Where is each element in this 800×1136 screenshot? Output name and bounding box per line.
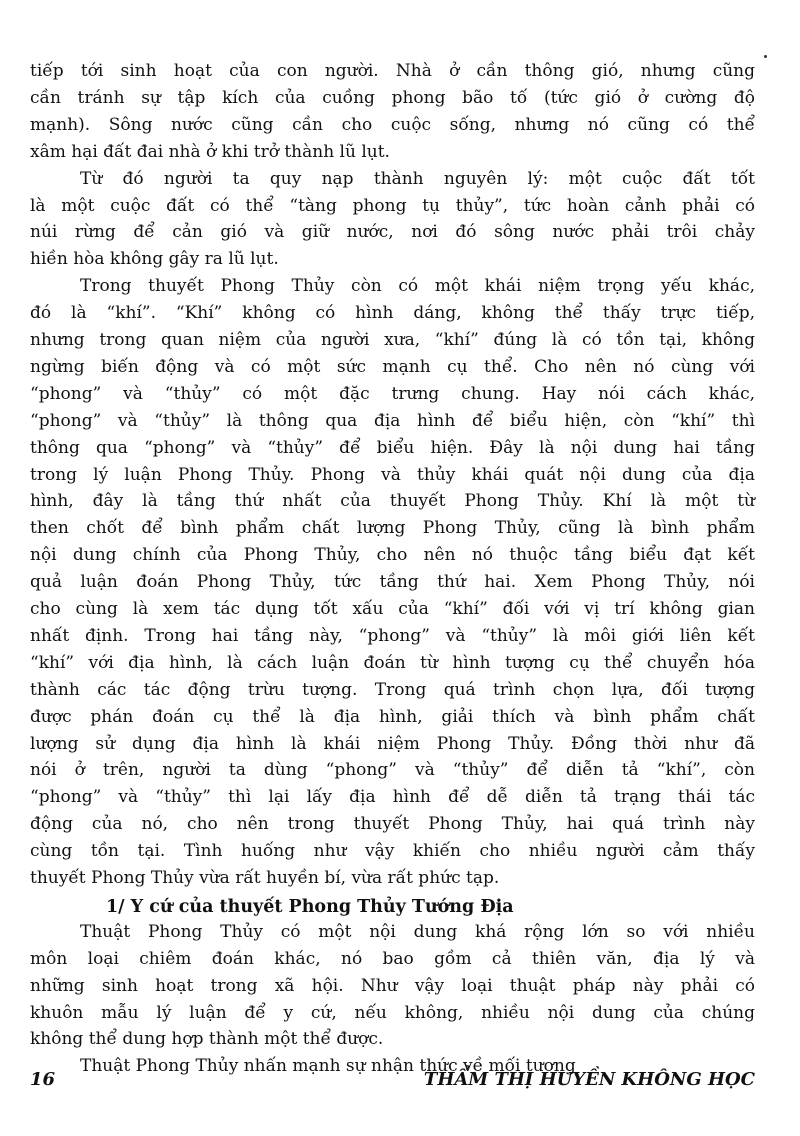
- text-line: xâm hại đất đai nhà ở khi trở thành lũ lụt.: [30, 141, 390, 162]
- text-line: động của nó, cho nên trong thuyết Phong Thủy, hai quá trình này: [30, 814, 755, 835]
- text-line: Thuật Phong Thủy có một nội dung khá rộng lớn so với nhiều: [80, 921, 755, 942]
- text-line: được phán đoán cụ thể là địa hình, giải thích và bình phẩm chất: [30, 706, 755, 727]
- text-line: “khí” với địa hình, là cách luận đoán từ hình tượng cụ thể chuyển hóa: [30, 652, 755, 673]
- text-line: mạnh). Sông nước cũng cần cho cuộc sống, nhưng nó cũng có thể: [30, 114, 755, 135]
- text-line: cho cùng là xem tác dụng tốt xấu của “khí” đối với vị trí không gian: [30, 599, 755, 619]
- text-line: nói ở trên, người ta dùng “phong” và “thủy” để diễn tả “khí”, còn: [30, 760, 755, 781]
- text-line: hình, đây là tầng thứ nhất của thuyết Phong Thủy. Khí là một từ: [30, 491, 755, 512]
- text-line: Trong thuyết Phong Thủy còn có một khái niệm trọng yếu khác,: [80, 276, 755, 297]
- text-line: thành các tác động trừu tượng. Trong quá trình chọn lựa, đối tượng: [30, 679, 755, 700]
- text-line: Thuật Phong Thủy nhấn mạnh sự nhận thức về mối tương: [80, 1056, 576, 1077]
- text-line: không thể dung hợp thành một thể được.: [30, 1029, 384, 1050]
- text-line: cần tránh sự tập kích của cuồng phong bão tố (tức gió ở cường độ: [30, 87, 755, 108]
- text-line: nhất định. Trong hai tầng này, “phong” và “thủy” là môi giới liên kết: [30, 625, 755, 646]
- text-line: hiền hòa không gây ra lũ lụt.: [30, 249, 279, 270]
- text-line: nội dung chính của Phong Thủy, cho nên nó thuộc tầng biểu đạt kết: [30, 545, 755, 566]
- text-line: then chốt để bình phẩm chất lượng Phong Thủy, cũng là bình phẩm: [30, 518, 755, 539]
- text-line: ngừng biến động và có một sức mạnh cụ thể. Cho nên nó cùng với: [30, 356, 755, 377]
- text-line: tiếp tới sinh hoạt của con người. Nhà ở cần thông gió, nhưng cũng: [30, 61, 755, 81]
- text-line: quả luận đoán Phong Thủy, tức tầng thứ hai. Xem Phong Thủy, nói: [30, 572, 755, 593]
- text-line: thuyết Phong Thủy vừa rất huyền bí, vừa rất phức tạp.: [30, 868, 500, 888]
- text-line: cùng tồn tại. Tình huống như vậy khiến cho nhiều người cảm thấy: [30, 841, 755, 862]
- section-heading: 1/ Y cứ của thuyết Phong Thủy Tướng Địa: [106, 896, 514, 917]
- text-line: thông qua “phong” và “thủy” để biểu hiện. Đây là nội dung hai tầng: [30, 437, 755, 458]
- text-line: “phong” và “thủy” là thông qua địa hình để biểu hiện, còn “khí” thì: [30, 410, 755, 431]
- text-line: Từ đó người ta quy nạp thành nguyên lý: một cuộc đất tốt: [80, 168, 755, 189]
- text-line: khuôn mẫu lý luận để y cứ, nếu không, nhiều nội dung của chúng: [30, 1002, 755, 1023]
- text-line: núi rừng để cản gió và giữ nước, nơi đó sông nước phải trôi chảy: [30, 222, 755, 243]
- text-line: “phong” và “thủy” có một đặc trưng chung. Hay nói cách khác,: [30, 383, 755, 404]
- running-title: THẨM THỊ HUYỀN KHÔNG HỌC: [423, 1069, 755, 1090]
- scan-speck: [764, 55, 767, 58]
- page-number: 16: [30, 1069, 56, 1090]
- text-line: “phong” và “thủy” thì lại lấy địa hình để dễ diễn tả trạng thái tác: [30, 787, 755, 808]
- text-line: đó là “khí”. “Khí” không có hình dáng, không thể thấy trực tiếp,: [30, 303, 755, 324]
- text-line: những sinh hoạt trong xã hội. Như vậy loại thuật pháp này phải có: [30, 975, 755, 996]
- text-line: môn loại chiêm đoán khác, nó bao gồm cả thiên văn, địa lý và: [30, 948, 755, 969]
- text-line: là một cuộc đất có thể “tàng phong tụ thủy”, tức hoàn cảnh phải có: [30, 195, 755, 216]
- text-line: trong lý luận Phong Thủy. Phong và thủy khái quát nội dung của địa: [30, 464, 755, 485]
- text-line: nhưng trong quan niệm của người xưa, “khí” đúng là có tồn tại, không: [30, 330, 755, 350]
- text-line: lượng sử dụng địa hình là khái niệm Phong Thủy. Đồng thời như đã: [30, 733, 755, 754]
